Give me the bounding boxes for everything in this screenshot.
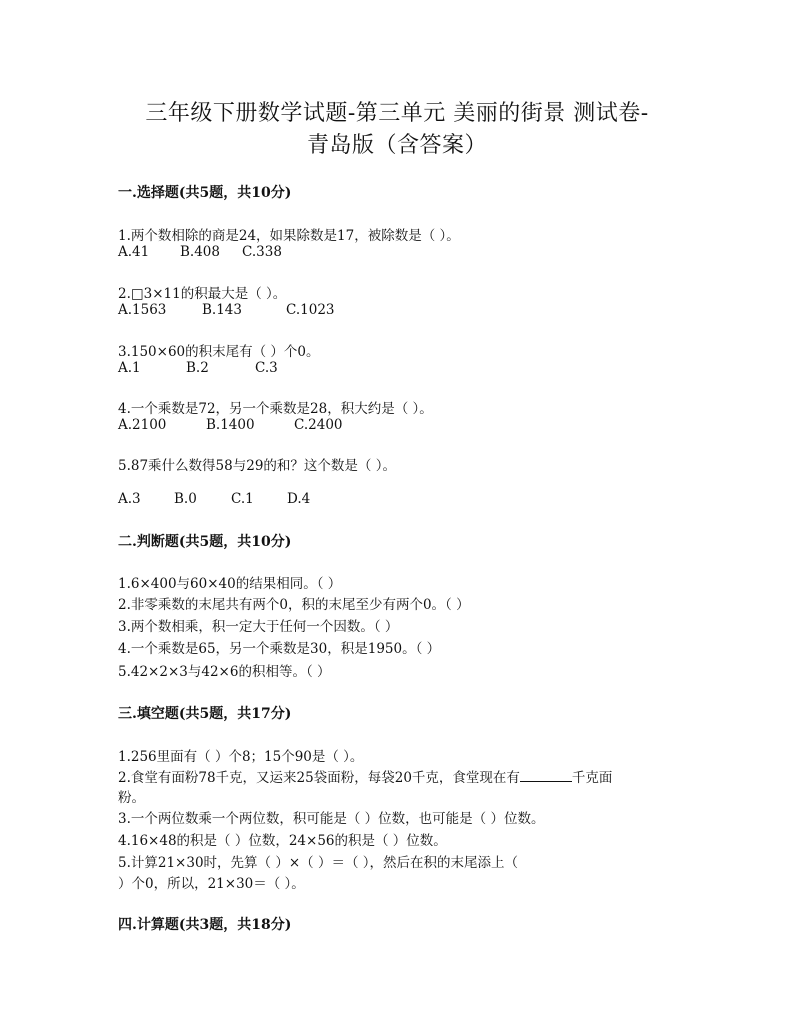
section-heading-choice: 一.选择题(共5题，共10分) [118,185,292,201]
question-5-options [118,491,310,507]
page-title-line-2: 青岛版（含答案） [306,133,487,158]
section-heading-calculation: 四.计算题(共3题，共18分) [118,917,292,933]
option: A.1 [118,360,141,376]
option: C.338 [242,244,282,260]
fill-item-3: 3.一个两位数乘一个两位数，积可能是（ ）位数，也可能是（ ）位数。 [118,811,545,827]
judgement-item-3: 3.两个数相乘，积一定大于任何一个因数。（ ） [118,619,399,635]
fill-item-5: 5.计算21×30时，先算（ ）×（ ）＝（ ），然后在积的末尾添上（ [118,855,518,871]
option: B.143 [202,302,242,318]
section-heading-fill-blank: 三.填空题(共5题，共17分) [118,706,292,722]
question-2: 2.□3×11的积最大是（ ）。 [118,286,287,302]
question-1-options [118,244,282,260]
fill-item-2-text-a: 2.食堂有面粉78千克，又运来25袋面粉，每袋20千克，食堂现在有 [118,770,520,786]
option: A.2100 [118,417,167,433]
question-1: 1.两个数相除的商是24，如果除数是17，被除数是（ ）。 [118,228,460,244]
question-3-options [118,360,278,376]
section-heading-judgement: 二.判断题(共5题，共10分) [118,534,292,550]
option: A.3 [118,491,141,507]
option: C.2400 [294,417,343,433]
question-2-options [118,302,335,318]
option: B.1400 [206,417,255,433]
option: B.2 [186,360,209,376]
fill-item-1: 1.256里面有（ ）个8；15个90是（ ）。 [118,749,364,765]
judgement-item-4: 4.一个乘数是65，另一个乘数是30，积是1950。（ ） [118,641,441,657]
fill-item-4: 4.16×48的积是（ ）位数，24×56的积是（ ）位数。 [118,833,447,849]
option: C.3 [255,360,278,376]
fill-item-2-text-b: 千克面 [571,770,613,786]
question-3: 3.150×60的积末尾有（ ）个0。 [118,344,320,360]
fill-item-2-continued: 粉。 [118,790,145,806]
page-title-line-1: 三年级下册数学试题-第三单元 美丽的街景 测试卷- [145,101,649,126]
fill-item-5-continued: ）个0，所以，21×30＝（ ）。 [118,876,305,892]
option: C.1 [231,491,254,507]
option: C.1023 [286,302,335,318]
option: A.1563 [118,302,167,318]
question-5: 5.87乘什么数得58与29的和？这个数是（ ）。 [118,458,396,474]
fill-item-2 [118,766,612,786]
judgement-item-5: 5.42×2×3与42×6的积相等。（ ） [118,664,331,680]
question-4-options [118,417,343,433]
option: D.4 [287,491,311,507]
judgement-item-1: 1.6×400与60×40的结果相同。（ ） [118,576,342,592]
option: B.408 [180,244,220,260]
question-4: 4.一个乘数是72，另一个乘数是28，积大约是（ ）。 [118,401,433,417]
option: B.0 [174,491,197,507]
judgement-item-2: 2.非零乘数的末尾共有两个0，积的末尾至少有两个0。（ ） [118,597,470,613]
option: A.41 [118,244,150,260]
answer-blank [520,769,572,782]
